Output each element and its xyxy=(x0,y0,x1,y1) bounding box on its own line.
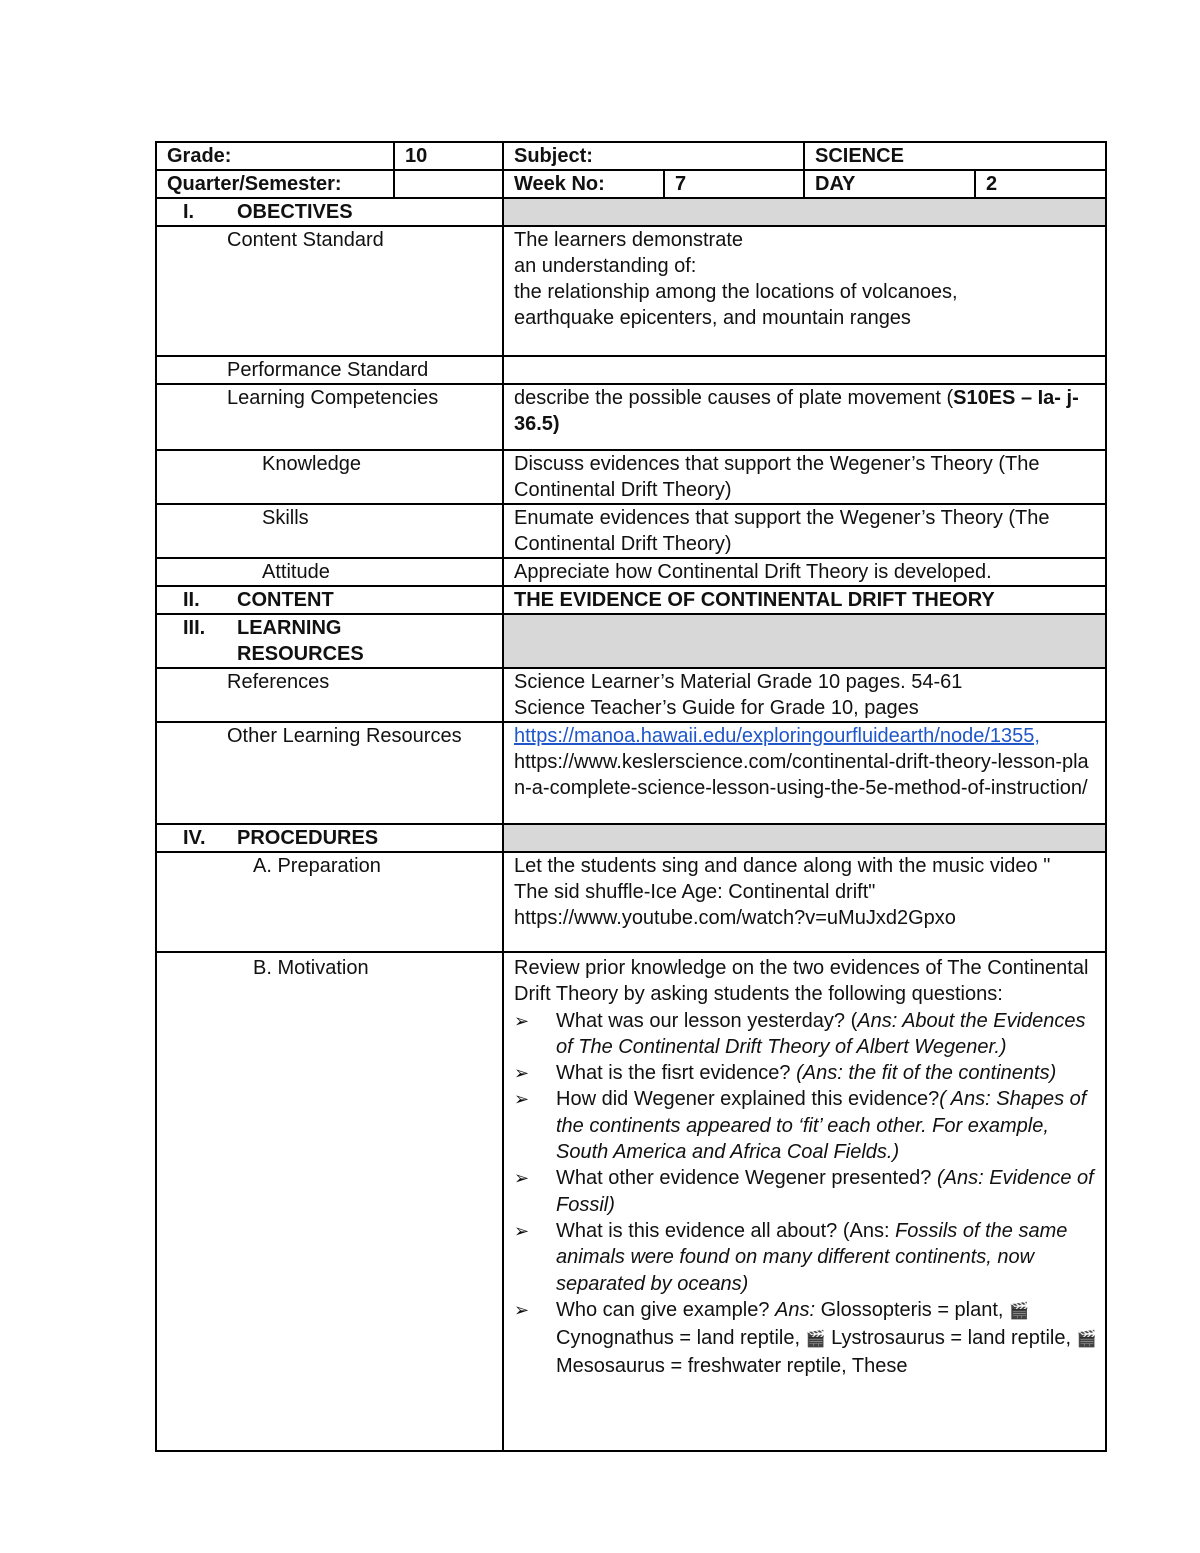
learning-competencies-value xyxy=(503,384,1106,450)
content-standard-value xyxy=(503,226,1106,356)
other-resources-value xyxy=(503,722,1106,824)
text-line: an understanding of: xyxy=(514,255,697,277)
procedures-shaded-cell xyxy=(503,824,1106,852)
answer-text: (Ans: Evidence of Fossil) xyxy=(556,1167,1094,1216)
preparation-row xyxy=(156,852,1106,952)
answer-text: (Ans: the fit of the continents) xyxy=(796,1062,1057,1085)
youtube-url: https://www.youtube.com/watch?v=uMuJxd2Gpxo xyxy=(514,907,956,929)
section-number: II. xyxy=(183,589,200,611)
grade-value: 10 xyxy=(394,142,503,170)
content-standard-row xyxy=(156,226,1106,356)
section-number: I. xyxy=(183,201,195,223)
skills-value: Enumate evidences that support the Wegener’s Theory (The Continental Drift Theory) xyxy=(503,504,1106,558)
learning-competencies-row xyxy=(156,384,1106,450)
question-text: How did Wegener explained this evidence? xyxy=(556,1088,940,1111)
list-item xyxy=(514,1218,1097,1297)
knowledge-label: Knowledge xyxy=(156,450,503,504)
list-item xyxy=(514,1086,1097,1165)
other-resources-row xyxy=(156,722,1106,824)
day-value: 2 xyxy=(975,170,1106,198)
knowledge-row xyxy=(156,450,1106,504)
section-number: IV. xyxy=(183,827,206,849)
knowledge-value: Discuss evidences that support the Wegener’s Theory (The Continental Drift Theory) xyxy=(503,450,1106,504)
text-line: earthquake epicenters, and mountain ranges xyxy=(514,307,911,329)
example-item: Lystrosaurus = land reptile, xyxy=(825,1327,1077,1350)
procedures-heading xyxy=(156,824,503,852)
references-value xyxy=(503,668,1106,722)
kesler-url: https://www.keslerscience.com/continental-drift-theory-lesson-plan-a-complete-science-lesson-using-the-5e-method-of-instruction/ xyxy=(514,751,1089,799)
preparation-label: A. Preparation xyxy=(156,852,503,952)
arrow-bullet-icon: ➢ xyxy=(514,1089,530,1110)
attitude-value: Appreciate how Continental Drift Theory is developed. xyxy=(503,558,1106,586)
objectives-heading xyxy=(156,198,503,226)
resources-shaded-cell xyxy=(503,614,1106,668)
preparation-value xyxy=(503,852,1106,952)
quarter-value xyxy=(394,170,503,198)
performance-standard-row xyxy=(156,356,1106,384)
list-item xyxy=(514,1060,1097,1086)
objectives-shaded-cell xyxy=(503,198,1106,226)
performance-standard-value xyxy=(503,356,1106,384)
motivation-intro: Review prior knowledge on the two evidences of The Continental Drift Theory by asking students the following questions: xyxy=(514,957,1089,1006)
text-line: The learners demonstrate xyxy=(514,229,744,251)
arrow-bullet-icon: ➢ xyxy=(514,1220,530,1241)
subject-label: Subject: xyxy=(503,142,804,170)
content-heading xyxy=(156,586,503,614)
arrow-bullet-icon: ➢ xyxy=(514,1299,530,1320)
section-title: PROCEDURES xyxy=(237,827,379,849)
objectives-row xyxy=(156,198,1106,226)
list-item xyxy=(514,1165,1097,1218)
header-row-1 xyxy=(156,142,1106,170)
motivation-label: B. Motivation xyxy=(156,952,503,1451)
manoa-link[interactable]: https://manoa.hawaii.edu/exploringourfluidearth/node/1355, xyxy=(514,725,1040,747)
subject-value: SCIENCE xyxy=(804,142,1106,170)
example-item: Cynognathus = land reptile, xyxy=(556,1327,806,1350)
skills-label: Skills xyxy=(156,504,503,558)
attitude-label: Attitude xyxy=(156,558,503,586)
text-line: the relationship among the locations of volcanoes, xyxy=(514,281,958,303)
answer-text: Ans: About the Evidences of The Continental Drift Theory of Albert Wegener.) xyxy=(556,1009,1086,1058)
content-value: THE EVIDENCE OF CONTINENTAL DRIFT THEORY xyxy=(503,586,1106,614)
performance-standard-label: Performance Standard xyxy=(156,356,503,384)
competency-code: S10ES – Ia- j-36.5) xyxy=(514,387,1079,435)
section-number: III. xyxy=(183,617,206,639)
learning-competencies-label: Learning Competencies xyxy=(156,384,503,450)
text-line: Let the students sing and dance along with the music video " xyxy=(514,855,1051,877)
question-text: What is the fisrt evidence? xyxy=(556,1062,797,1085)
clapperboard-icon: 🎬 xyxy=(805,1331,826,1349)
question-text: What was our lesson yesterday? ( xyxy=(556,1009,858,1032)
text-line: Science Learner’s Material Grade 10 pages. 54-61 xyxy=(514,671,963,693)
example-item: Mesosaurus = freshwater reptile, These xyxy=(556,1355,908,1378)
text-line: Science Teacher’s Guide for Grade 10, pages xyxy=(514,697,919,719)
attitude-row xyxy=(156,558,1106,586)
week-value: 7 xyxy=(664,170,804,198)
arrow-bullet-icon: ➢ xyxy=(514,1063,530,1084)
procedures-row xyxy=(156,824,1106,852)
resources-heading xyxy=(156,614,503,668)
other-resources-label: Other Learning Resources xyxy=(156,722,503,824)
list-item xyxy=(514,1297,1097,1380)
day-label: DAY xyxy=(804,170,975,198)
resources-row xyxy=(156,614,1106,668)
section-title-line: RESOURCES xyxy=(237,643,364,665)
lesson-plan-table xyxy=(155,141,1107,1452)
clapperboard-icon: 🎬 xyxy=(1076,1331,1097,1349)
answer-text: Fossils of the same animals were found on many different continents, now separated by oceans) xyxy=(556,1219,1068,1295)
answer-label: Ans: xyxy=(775,1298,816,1321)
references-label: References xyxy=(156,668,503,722)
content-standard-label: Content Standard xyxy=(156,226,503,356)
question-list xyxy=(514,1008,1097,1380)
competency-text: describe the possible causes of plate movement ( xyxy=(514,387,954,409)
skills-row xyxy=(156,504,1106,558)
motivation-row xyxy=(156,952,1106,1451)
motivation-value xyxy=(503,952,1106,1451)
grade-label: Grade: xyxy=(156,142,394,170)
arrow-bullet-icon: ➢ xyxy=(514,1168,530,1189)
answer-text: ( Ans: Shapes of the continents appeared to ‘fit’ each other. For example, South America and Africa Coal Fields.) xyxy=(556,1088,1087,1164)
references-row xyxy=(156,668,1106,722)
example-item: Glossopteris = plant, xyxy=(815,1298,1010,1321)
question-text: Who can give example? xyxy=(556,1298,776,1321)
list-item xyxy=(514,1008,1097,1061)
section-title: OBECTIVES xyxy=(237,201,353,223)
section-title: CONTENT xyxy=(237,589,334,611)
quarter-label: Quarter/Semester: xyxy=(156,170,394,198)
text-line: The sid shuffle-Ice Age: Continental drift" xyxy=(514,881,876,903)
arrow-bullet-icon: ➢ xyxy=(514,1010,530,1031)
header-row-2 xyxy=(156,170,1106,198)
lesson-plan xyxy=(155,141,1105,1452)
clapperboard-icon: 🎬 xyxy=(1009,1302,1029,1320)
section-title-line: LEARNING xyxy=(237,617,342,639)
content-row xyxy=(156,586,1106,614)
question-text: What is this evidence all about? (Ans: xyxy=(556,1219,896,1242)
week-label: Week No: xyxy=(503,170,664,198)
question-text: What other evidence Wegener presented? xyxy=(556,1167,937,1190)
